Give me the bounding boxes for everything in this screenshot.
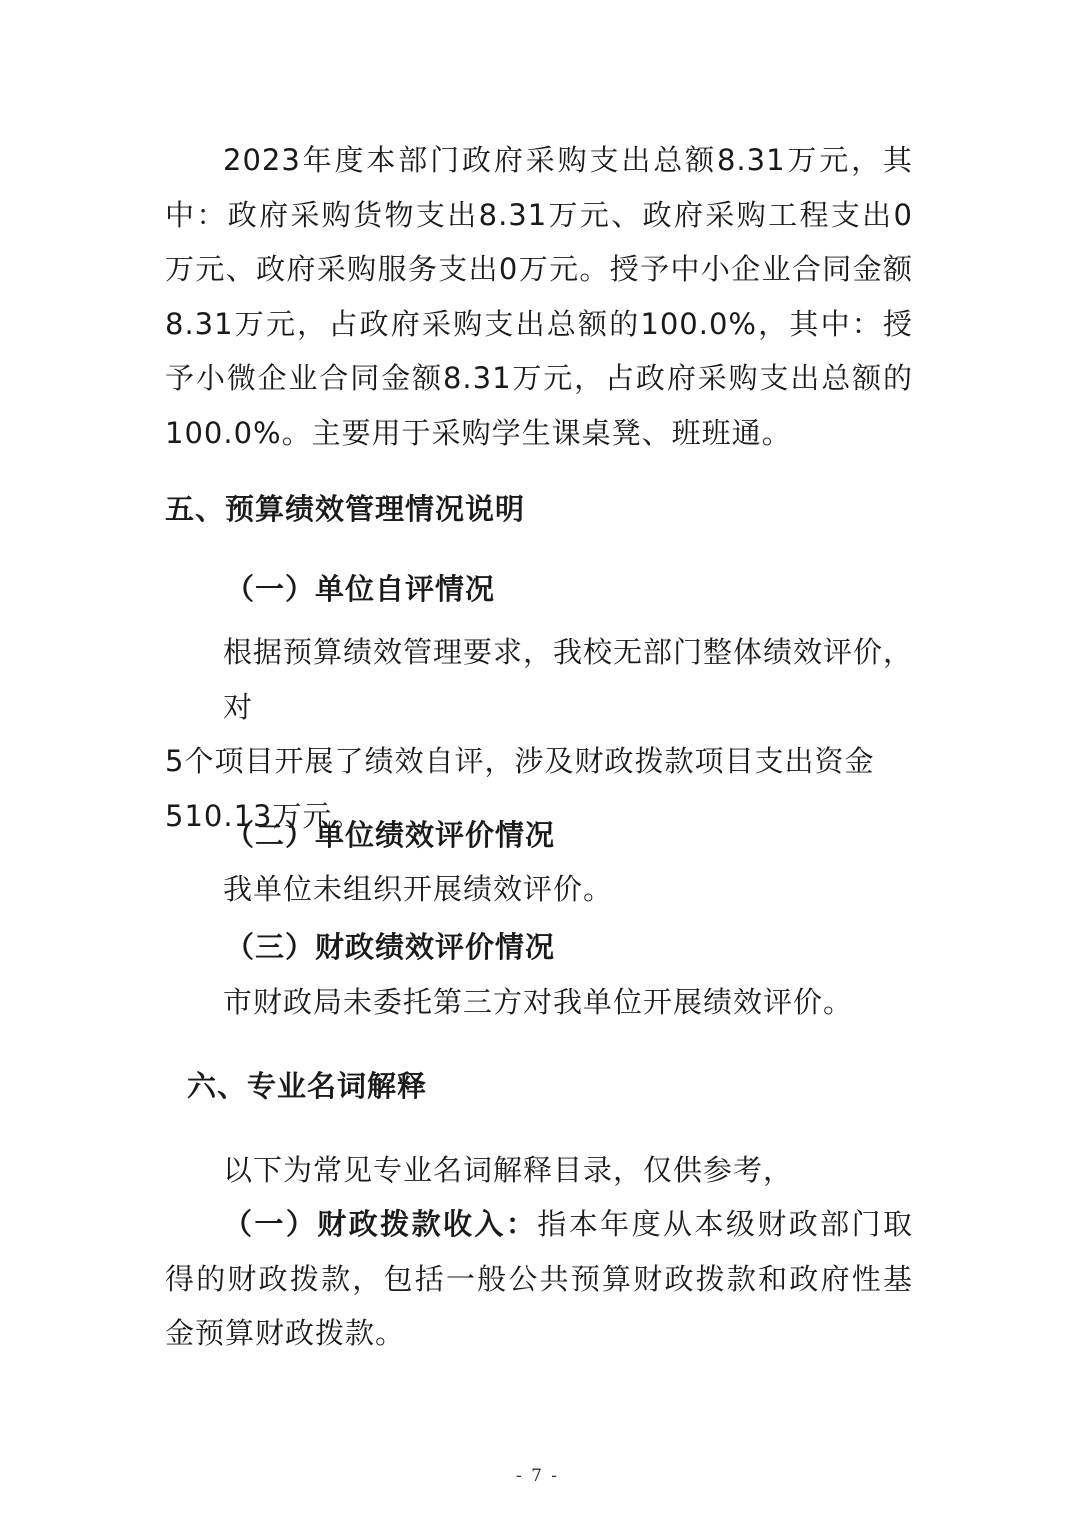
- section-5-heading: 五、预算绩效管理情况说明: [165, 492, 526, 526]
- self-evaluation-line-1: 根据预算绩效管理要求，我校无部门整体绩效评价，对: [223, 635, 914, 724]
- self-evaluation-line-3: 510.13万元。: [165, 798, 363, 833]
- term-fiscal-appropriation-definition: 指本年度从本级财政部门取得的财政拨款，包括一般公共预算财政拨款和政府性基金预算财政拨款。: [165, 1207, 913, 1350]
- page-number: - 7 -: [515, 1466, 560, 1486]
- self-evaluation-line-2: 5个项目开展了绩效自评，涉及财政拨款项目支出资金: [165, 744, 875, 778]
- term-fiscal-appropriation-label: （一）财政拨款收入：: [223, 1207, 538, 1241]
- subsection-fiscal-evaluation-heading: （三）财政绩效评价情况: [225, 930, 556, 964]
- term-fiscal-appropriation-paragraph: [165, 1197, 913, 1361]
- fiscal-evaluation-paragraph: 市财政局未委托第三方对我单位开展绩效评价。: [223, 985, 854, 1019]
- terms-intro-paragraph: 以下为常见专业名词解释目录，仅供参考，: [223, 1153, 794, 1187]
- procurement-paragraph: 2023年度本部门政府采购支出总额8.31万元，其中：政府采购货物支出8.31万元、政府采购工程支出0万元、政府采购服务支出0万元。授予中小企业合同金额8.31万元，占政府采购支出总额的100.0%，其中：授予小微企业合同金额8.31万元，占政府采购支出总额的100.0%。主要用于采购学生课桌凳、班班通。: [165, 143, 913, 450]
- subsection-self-evaluation-heading: （一）单位自评情况: [225, 572, 496, 606]
- section-6-heading: 六、专业名词解释: [187, 1069, 428, 1103]
- unit-evaluation-paragraph: 我单位未组织开展绩效评价。: [223, 872, 614, 906]
- subsection-unit-evaluation-heading: （二）单位绩效评价情况: [225, 818, 556, 852]
- self-evaluation-paragraph: [165, 625, 913, 843]
